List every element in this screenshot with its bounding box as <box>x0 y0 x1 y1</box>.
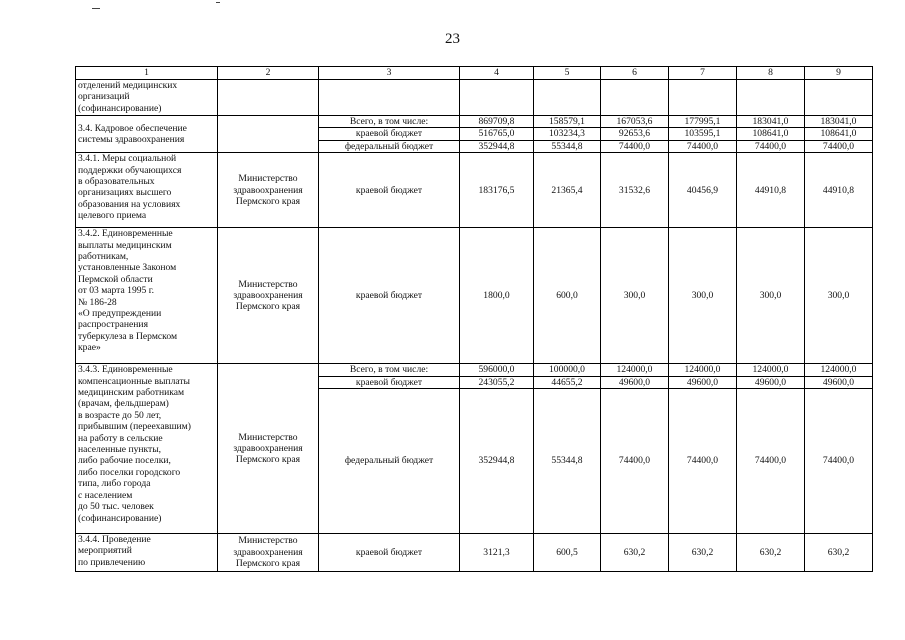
scan-mark <box>92 8 100 9</box>
budget-table <box>75 66 873 572</box>
value-cell: 300,0 <box>805 228 873 364</box>
value-cell: 167053,6 <box>601 116 669 128</box>
header-cell: 9 <box>805 67 873 80</box>
header-row <box>76 67 873 80</box>
page-number: 23 <box>445 31 460 47</box>
value-cell <box>460 80 534 116</box>
header-cell: 2 <box>218 67 319 80</box>
executor-cell: Министерство здравоохранения Пермского края <box>218 534 319 572</box>
value-cell: 74400,0 <box>669 140 737 152</box>
value-cell: 103234,3 <box>534 128 601 140</box>
value-cell: 124000,0 <box>601 364 669 376</box>
header-cell: 8 <box>737 67 805 80</box>
value-cell: 183041,0 <box>805 116 873 128</box>
value-cell: 630,2 <box>669 534 737 572</box>
value-cell: 74400,0 <box>737 389 805 534</box>
value-cell <box>601 80 669 116</box>
source-cell <box>319 80 460 116</box>
value-cell: 3121,3 <box>460 534 534 572</box>
value-cell: 74400,0 <box>669 389 737 534</box>
source-cell: краевой бюджет <box>319 128 460 140</box>
header-cell: 5 <box>534 67 601 80</box>
source-cell: Всего, в том числе: <box>319 364 460 376</box>
value-cell: 49600,0 <box>669 376 737 388</box>
value-cell: 74400,0 <box>737 140 805 152</box>
value-cell: 74400,0 <box>601 389 669 534</box>
measure-name: 3.4.4. Проведение мероприятий по привлечению <box>76 534 218 572</box>
header-cell: 7 <box>669 67 737 80</box>
value-cell: 177995,1 <box>669 116 737 128</box>
value-cell: 630,2 <box>805 534 873 572</box>
value-cell: 124000,0 <box>737 364 805 376</box>
value-cell: 44655,2 <box>534 376 601 388</box>
value-cell: 300,0 <box>737 228 805 364</box>
value-cell: 1800,0 <box>460 228 534 364</box>
value-cell: 600,0 <box>534 228 601 364</box>
value-cell: 92653,6 <box>601 128 669 140</box>
value-cell: 630,2 <box>601 534 669 572</box>
value-cell: 124000,0 <box>805 364 873 376</box>
table-row <box>76 364 873 376</box>
value-cell: 183041,0 <box>737 116 805 128</box>
table-row <box>76 80 873 116</box>
value-cell: 44910,8 <box>805 153 873 228</box>
value-cell: 49600,0 <box>737 376 805 388</box>
measure-name: 3.4.1. Меры социальной поддержки обучающихся в образовательных организациях высшего образования на условиях целевого приема <box>76 153 218 228</box>
value-cell <box>669 80 737 116</box>
source-cell: федеральный бюджет <box>319 140 460 152</box>
value-cell <box>534 80 601 116</box>
table-row <box>76 228 873 364</box>
value-cell: 74400,0 <box>805 140 873 152</box>
value-cell: 100000,0 <box>534 364 601 376</box>
header-cell: 3 <box>319 67 460 80</box>
value-cell: 74400,0 <box>601 140 669 152</box>
measure-name: 3.4. Кадровое обеспечение системы здравоохранения <box>76 116 218 153</box>
value-cell: 243055,2 <box>460 376 534 388</box>
executor-cell: Министерство здравоохранения Пермского края <box>218 228 319 364</box>
value-cell: 49600,0 <box>805 376 873 388</box>
value-cell: 300,0 <box>669 228 737 364</box>
source-cell: Всего, в том числе: <box>319 116 460 128</box>
table-row <box>76 116 873 128</box>
value-cell: 44910,8 <box>737 153 805 228</box>
measure-name: 3.4.3. Единовременные компенсационные выплаты медицинским работникам (врачам, фельдшерам) в возрасте до 50 лет, прибывшим (переехавшим) на работу в сельские населенные пункты, либо рабочие поселки, либо поселки городского типа, либо города с населением до 50 тыс. человек (софинансирование) <box>76 364 218 534</box>
table-row <box>76 153 873 228</box>
value-cell: 103595,1 <box>669 128 737 140</box>
value-cell: 40456,9 <box>669 153 737 228</box>
source-cell: федеральный бюджет <box>319 389 460 534</box>
value-cell: 183176,5 <box>460 153 534 228</box>
executor-cell: Министерство здравоохранения Пермского края <box>218 364 319 534</box>
value-cell: 158579,1 <box>534 116 601 128</box>
header-cell: 4 <box>460 67 534 80</box>
value-cell: 74400,0 <box>805 389 873 534</box>
value-cell: 352944,8 <box>460 389 534 534</box>
value-cell: 108641,0 <box>805 128 873 140</box>
measure-name: отделений медицинских организаций (софинансирование) <box>76 80 218 116</box>
executor-cell <box>218 80 319 116</box>
value-cell: 55344,8 <box>534 389 601 534</box>
source-cell: краевой бюджет <box>319 376 460 388</box>
value-cell: 600,5 <box>534 534 601 572</box>
value-cell <box>805 80 873 116</box>
value-cell: 352944,8 <box>460 140 534 152</box>
executor-cell: Министерство здравоохранения Пермского края <box>218 153 319 228</box>
value-cell: 630,2 <box>737 534 805 572</box>
value-cell <box>737 80 805 116</box>
value-cell: 108641,0 <box>737 128 805 140</box>
source-cell: краевой бюджет <box>319 228 460 364</box>
value-cell: 55344,8 <box>534 140 601 152</box>
header-cell: 6 <box>601 67 669 80</box>
source-cell: краевой бюджет <box>319 534 460 572</box>
source-cell: краевой бюджет <box>319 153 460 228</box>
measure-name: 3.4.2. Единовременные выплаты медицинским работникам, установленные Законом Пермской области от 03 марта 1995 г. № 186-28 «О предупреждении распространения туберкулеза в Пермском крае» <box>76 228 218 364</box>
value-cell: 869709,8 <box>460 116 534 128</box>
value-cell: 516765,0 <box>460 128 534 140</box>
value-cell: 124000,0 <box>669 364 737 376</box>
value-cell: 49600,0 <box>601 376 669 388</box>
table-row <box>76 534 873 572</box>
header-cell: 1 <box>76 67 218 80</box>
value-cell: 300,0 <box>601 228 669 364</box>
value-cell: 596000,0 <box>460 364 534 376</box>
value-cell: 31532,6 <box>601 153 669 228</box>
value-cell: 21365,4 <box>534 153 601 228</box>
scan-mark <box>216 2 220 3</box>
executor-cell <box>218 116 319 153</box>
